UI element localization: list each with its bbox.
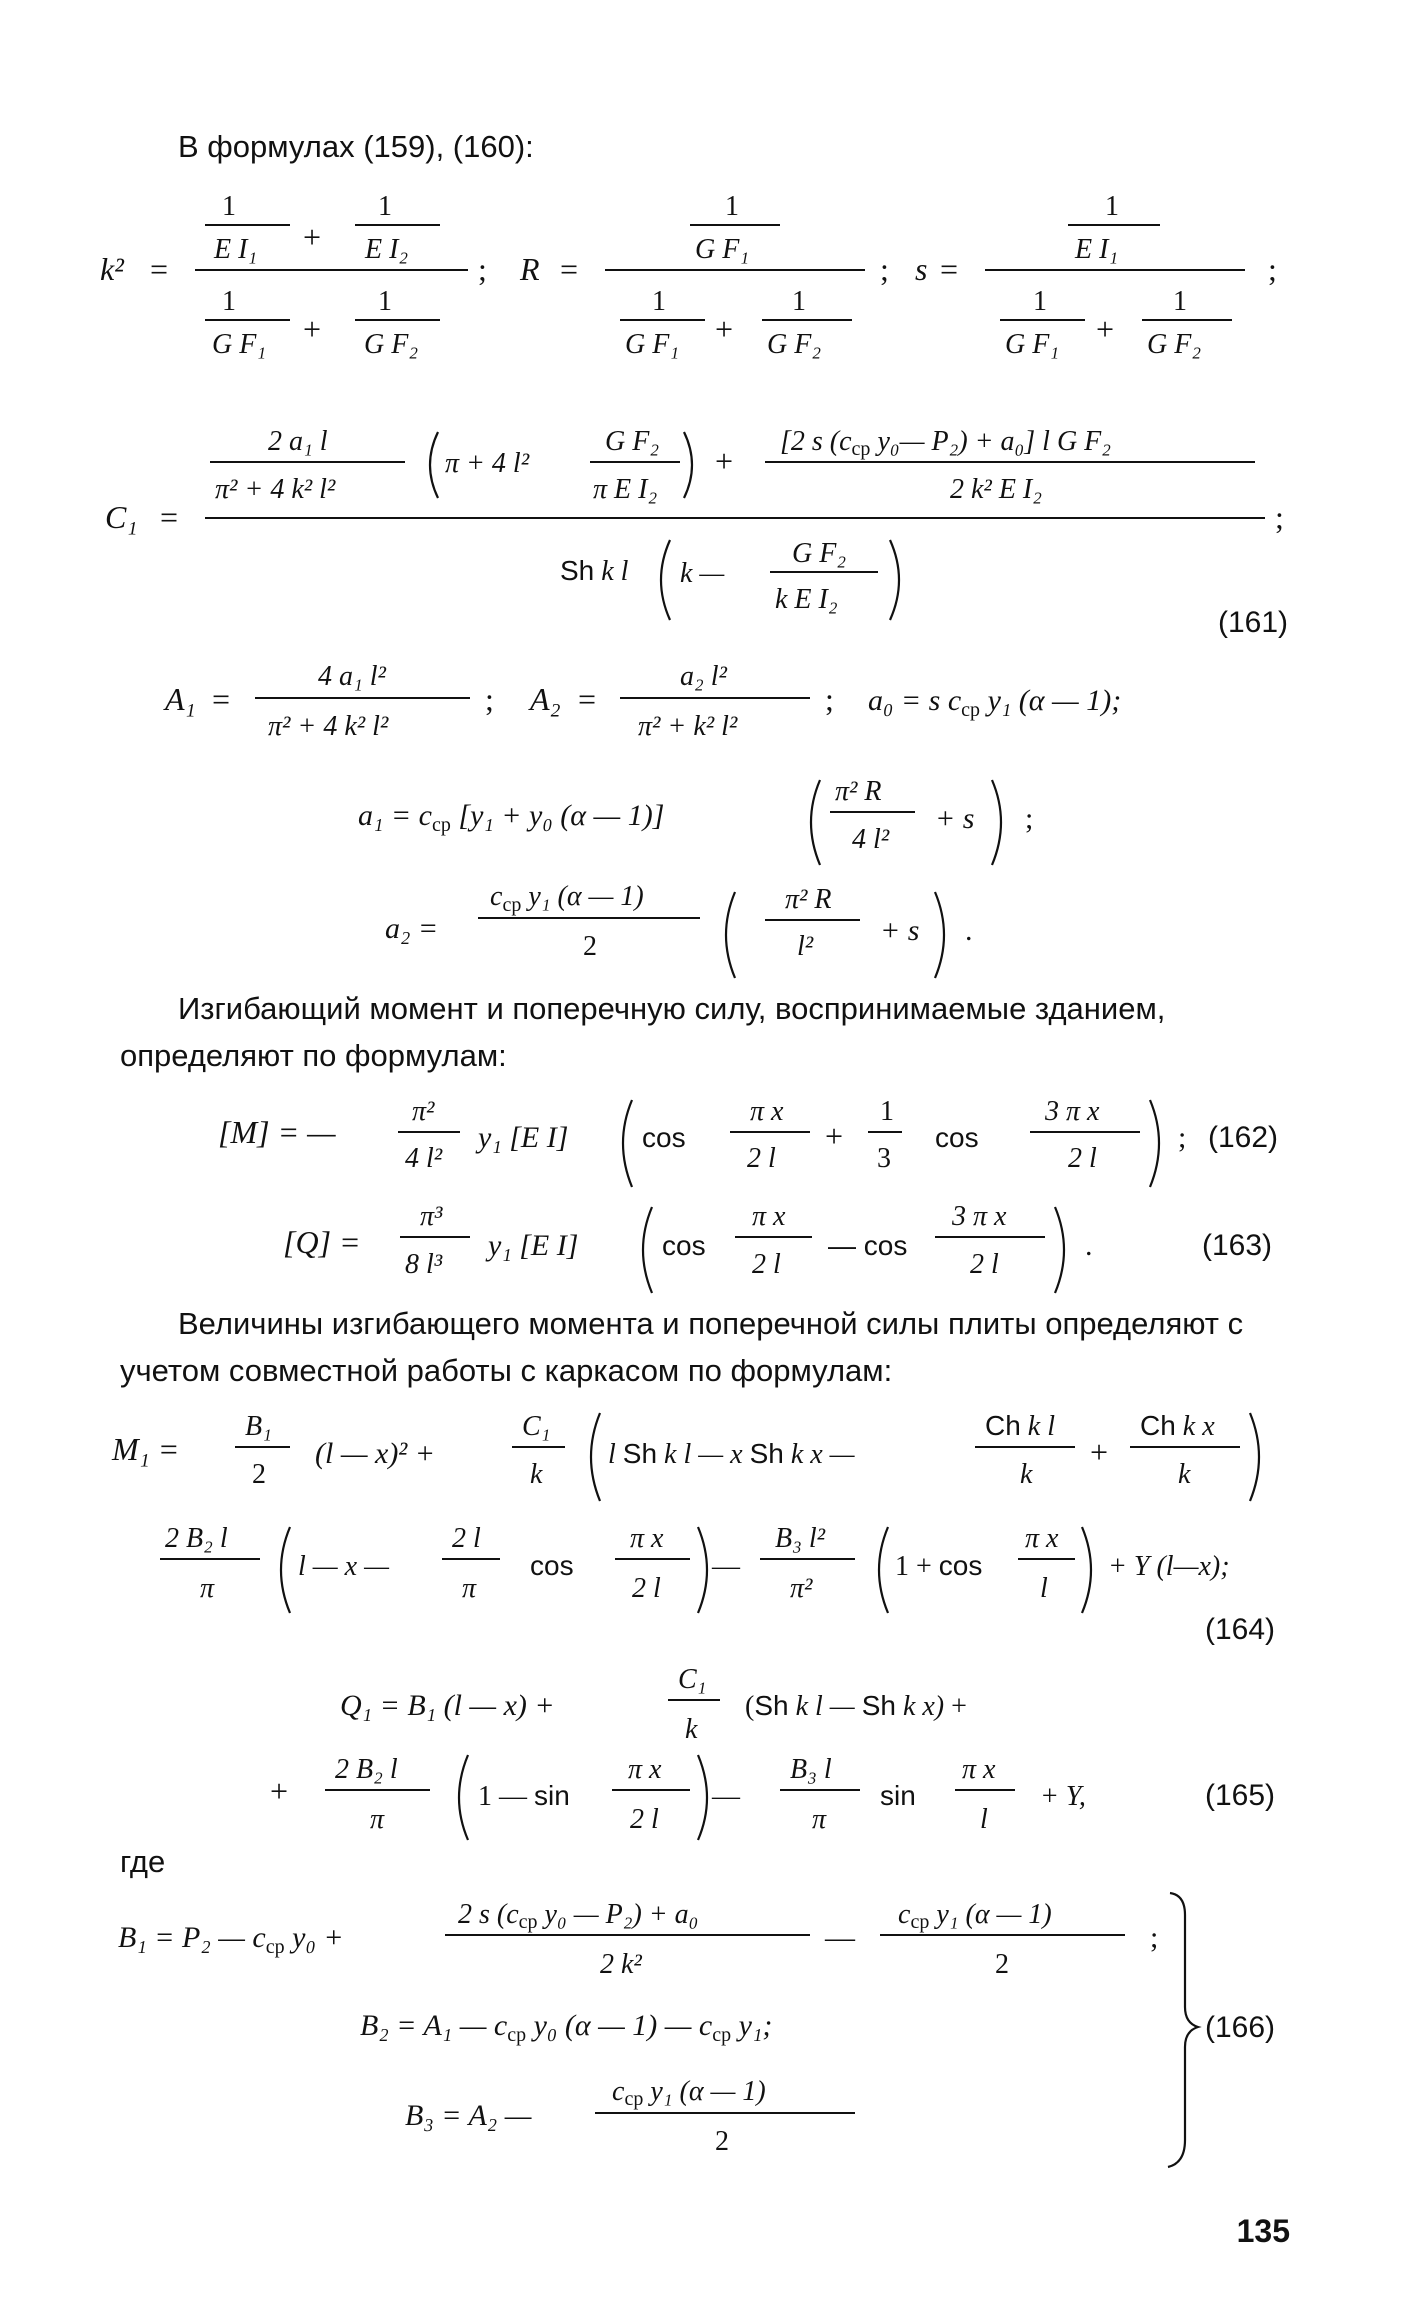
svg-text:k —: k — — [680, 558, 725, 589]
svg-text:+ Y,: + Y, — [1040, 1781, 1086, 1812]
svg-text:+: + — [1096, 311, 1115, 347]
svg-text:G F₂: G F₂ — [605, 426, 660, 457]
svg-text:G F₂: G F₂ — [364, 329, 419, 360]
eq-label-164: (164) — [1205, 1613, 1276, 1646]
svg-text:+: + — [303, 219, 322, 255]
svg-text:2 B₂ l: 2 B₂ l — [335, 1754, 398, 1785]
svg-text:E I₁: E I₁ — [1075, 234, 1119, 265]
formula-a-coefficients-svg — [0, 650, 1418, 990]
formula-q1 — [0, 1650, 1418, 1840]
svg-text:3: 3 — [877, 1143, 891, 1174]
svg-text:C₁: C₁ — [678, 1664, 707, 1695]
svg-text:— cos: — cos — [828, 1230, 908, 1261]
svg-text:;: ; — [1178, 1121, 1187, 1154]
svg-text:a₂ =: a₂ = — [385, 912, 439, 945]
paragraph-bending-moment: Изгибающий момент и поперечную силу, воспринимаемые зданием, определяют по формулам: — [120, 991, 1166, 1073]
formula-m1-svg — [0, 1395, 1418, 1645]
svg-text:B₃ l²: B₃ l² — [775, 1523, 826, 1554]
svg-text:2: 2 — [995, 1949, 1009, 1980]
svg-text:1: 1 — [792, 286, 806, 317]
intro-text: В формулах (159), (160): — [178, 129, 534, 164]
svg-text:+ Y (l—x);: + Y (l—x); — [1108, 1551, 1230, 1582]
svg-text:1: 1 — [880, 1096, 894, 1127]
svg-text:+: + — [1090, 1434, 1109, 1470]
svg-text:y₁ [E I]: y₁ [E I] — [478, 1121, 569, 1154]
svg-text:2 k² E I₂: 2 k² E I₂ — [950, 474, 1042, 505]
svg-text:+: + — [715, 311, 734, 347]
svg-text:4 l²: 4 l² — [852, 824, 890, 855]
svg-text:π x: π x — [750, 1096, 784, 1127]
svg-text:G F₂: G F₂ — [767, 329, 822, 360]
svg-text:k E I₂: k E I₂ — [775, 584, 838, 615]
svg-text:k: k — [530, 1459, 543, 1490]
svg-text:s: s — [915, 251, 928, 287]
svg-text:cср y₁ (α — 1): cср y₁ (α — 1) — [898, 1899, 1052, 1933]
svg-text:[M] = —: [M] = — — [218, 1114, 336, 1150]
formula-b-coefficients — [0, 1885, 1418, 2175]
svg-text:2: 2 — [252, 1459, 266, 1490]
svg-text:π: π — [462, 1573, 477, 1604]
svg-text:C₁: C₁ — [105, 499, 138, 535]
svg-text:2 l: 2 l — [970, 1249, 999, 1280]
svg-text:1: 1 — [1105, 191, 1119, 222]
svg-text:2 l: 2 l — [452, 1523, 481, 1554]
svg-text:sin: sin — [880, 1780, 916, 1811]
svg-text:Ch k x: Ch k x — [1140, 1410, 1215, 1442]
svg-text:k: k — [1020, 1459, 1033, 1490]
svg-text:2 l: 2 l — [630, 1804, 659, 1835]
svg-text:3 π x: 3 π x — [952, 1201, 1007, 1232]
svg-text:cср y₁ (α — 1): $c_{ср}$ y₁ (α — 1) — [490, 881, 644, 916]
svg-text:1: 1 — [1173, 286, 1187, 317]
svg-text:π² R: π² R — [785, 884, 832, 915]
svg-text:Q₁ = B₁ (l — x) +: Q₁ = B₁ (l — x) + — [340, 1689, 555, 1722]
svg-text:π: π — [812, 1804, 827, 1835]
svg-text:cos: cos — [642, 1122, 686, 1153]
svg-text:π²: π² — [412, 1096, 435, 1127]
svg-text:Sh k l: Sh k l — [560, 555, 629, 587]
svg-text:.: . — [1085, 1229, 1093, 1262]
svg-text:a₁ = cср [y₁ + y₀ (α — 1)]: $a_1 = c_{ср}$ [y₁ + y₀ (α — 1)] — [358, 799, 665, 836]
svg-text:4 a₁ l²: 4 a₁ l² — [318, 661, 386, 692]
paragraph-plate-moment: Величины изгибающего момента и поперечной силы плиты определяют с учетом совместной работы с каркасом по формулам: — [120, 1306, 1244, 1388]
svg-text:2: 2 — [583, 931, 597, 962]
formula-c1-svg — [0, 410, 1418, 640]
svg-text:π E I₂: π E I₂ — [593, 474, 658, 505]
svg-text:A₁: A₁ — [165, 681, 196, 717]
svg-text:2 a₁ l: 2 a₁ l — [268, 426, 328, 457]
svg-text:1: 1 — [222, 191, 236, 222]
svg-text:π: π — [370, 1804, 385, 1835]
svg-text:;: ; — [478, 251, 487, 287]
svg-text:2 l: 2 l — [1068, 1143, 1097, 1174]
svg-text:2 k²: 2 k² — [600, 1949, 642, 1980]
svg-text:π x: π x — [962, 1754, 996, 1785]
svg-text:+: + — [825, 1118, 844, 1154]
svg-text:+: + — [715, 443, 734, 479]
svg-text:π² R: π² R — [835, 776, 882, 807]
svg-text:a₂ l²: a₂ l² — [680, 661, 727, 692]
svg-text:+ s: + s — [935, 802, 975, 835]
svg-text:;: ; — [880, 251, 889, 287]
svg-text:k: k — [1178, 1459, 1191, 1490]
eq-label-163: (163) — [1202, 1229, 1273, 1262]
svg-text:=: = — [160, 499, 179, 535]
svg-text:G F₂: G F₂ — [792, 538, 847, 569]
eq-label-161: (161) — [1218, 606, 1289, 639]
svg-text:π x: π x — [630, 1523, 664, 1554]
svg-text:π: π — [200, 1573, 215, 1604]
formula-m1 — [0, 1395, 1418, 1645]
svg-text:π² + k² l²: π² + k² l² — [638, 711, 738, 742]
svg-text:=: = — [212, 681, 231, 717]
svg-text:cos: cos — [530, 1550, 574, 1581]
svg-text:1: 1 — [378, 191, 392, 222]
svg-text:k²: k² — [100, 251, 124, 287]
svg-text:B₁: B₁ — [245, 1411, 272, 1442]
svg-text:M₁ =: M₁ = — [112, 1431, 180, 1467]
formula-a-coefficients — [0, 650, 1418, 990]
svg-text:cos: cos — [662, 1230, 706, 1261]
svg-text:1: 1 — [222, 286, 236, 317]
svg-text:2 l: 2 l — [632, 1573, 661, 1604]
svg-text:1: 1 — [725, 191, 739, 222]
svg-text:π x: π x — [1025, 1523, 1059, 1554]
svg-text:—: — — [825, 1921, 855, 1954]
svg-text:1: 1 — [378, 286, 392, 317]
formula-b-coefficients-svg — [0, 1885, 1418, 2175]
svg-text:l Sh k l — x Sh k x —: l Sh k l — x Sh k x — — [608, 1438, 855, 1470]
svg-text:B₃ = A₂ —: B₃ = A₂ — — [405, 2099, 532, 2132]
svg-text:[Q] =: [Q] = — [283, 1224, 361, 1260]
svg-text:+: + — [270, 1773, 289, 1809]
page-number: 135 — [1236, 2213, 1290, 2249]
eq-label-162: (162) — [1208, 1121, 1279, 1154]
svg-text:l²: l² — [797, 931, 814, 962]
svg-text:;: ; — [1275, 499, 1284, 535]
svg-text:G F₁: G F₁ — [1005, 329, 1060, 360]
eq-label-166: (166) — [1205, 2011, 1276, 2044]
svg-text:a₀ = s cср y₁ (α — 1);: a₀ = s $c_{ср}$ y₁ (α — 1); — [868, 684, 1122, 721]
svg-text:cos: cos — [935, 1122, 979, 1153]
eq-label-165: (165) — [1205, 1779, 1276, 1812]
svg-text:2 l: 2 l — [747, 1143, 776, 1174]
svg-text:B₂ = A₁ — cср y₀ (α — 1) — cср: B₂ = A₁ — $c_{ср}$ y₀ (α — 1) — $c_{ср}$ y₁; — [360, 2009, 773, 2046]
formula-k-r-s — [0, 170, 1418, 370]
svg-text:G F₁: G F₁ — [695, 234, 750, 265]
svg-text:—: — — [712, 1551, 740, 1582]
svg-text:C₁: C₁ — [522, 1411, 551, 1442]
svg-text:k: k — [685, 1714, 698, 1745]
svg-text:A₂: A₂ — [530, 681, 561, 717]
svg-text:G F₂: G F₂ — [1147, 329, 1202, 360]
svg-text:π² + 4 k² l²: π² + 4 k² l² — [268, 711, 389, 742]
svg-text:G F₁: G F₁ — [625, 329, 680, 360]
svg-text:G F₁: G F₁ — [212, 329, 267, 360]
svg-text:—: — — [712, 1781, 740, 1812]
svg-text:π³: π³ — [420, 1201, 443, 1232]
svg-text:.: . — [965, 914, 973, 947]
svg-text:;: ; — [1268, 251, 1277, 287]
svg-text:2 l: 2 l — [752, 1249, 781, 1280]
svg-text:l — x —: l — x — — [298, 1551, 389, 1582]
svg-text:l: l — [980, 1804, 988, 1835]
svg-text:3 π x: 3 π x — [1045, 1096, 1100, 1127]
svg-text:E I₂: E I₂ — [365, 234, 409, 265]
svg-text:B₁ = P₂ — cср y₀ +: B₁ = P₂ — $c_{ср}$ y₀ + — [118, 1921, 344, 1958]
svg-text:[2 s (cср y₀— P₂) + a₀] l G F: [2 s (cср y₀— P₂) + a₀] l G F₂ — [780, 426, 1112, 460]
svg-text:E I₁: E I₁ — [214, 234, 258, 265]
svg-text:B₃ l: B₃ l — [790, 1754, 832, 1785]
where-word: где — [120, 1844, 166, 1879]
formula-q1-svg — [0, 1650, 1418, 1840]
svg-text:2 B₂ l: 2 B₂ l — [165, 1523, 228, 1554]
svg-text:π x: π x — [628, 1754, 662, 1785]
svg-text:=: = — [940, 251, 959, 287]
svg-text:π x: π x — [752, 1201, 786, 1232]
svg-text:2 s (cср y₀ — P₂) + a₀: 2 s (cср y₀ — P₂) + a₀ — [458, 1899, 699, 1933]
svg-text:8 l³: 8 l³ — [405, 1249, 443, 1280]
svg-text:1 + cos: 1 + cos — [895, 1550, 983, 1582]
svg-text:4 l²: 4 l² — [405, 1143, 443, 1174]
svg-text:=: = — [150, 251, 169, 287]
svg-text:l: l — [1040, 1573, 1048, 1604]
formula-m-q — [0, 1085, 1418, 1295]
svg-text:1: 1 — [1033, 286, 1047, 317]
svg-text:;: ; — [1150, 1921, 1159, 1954]
svg-text:2: 2 — [715, 2126, 729, 2157]
svg-text:(l — x)² +: (l — x)² + — [315, 1437, 436, 1470]
svg-text:+: + — [303, 311, 322, 347]
svg-text:=: = — [578, 681, 597, 717]
formula-c1 — [0, 410, 1418, 640]
svg-text:1 — sin: 1 — sin — [478, 1780, 570, 1812]
svg-text:(Sh k l — Sh k x) +: (Sh k l — Sh k x) + — [745, 1690, 967, 1722]
svg-text:y₁ [E I]: y₁ [E I] — [488, 1229, 579, 1262]
svg-text:cср y₁ (α — 1): cср y₁ (α — 1) — [612, 2076, 766, 2110]
svg-text:π² + 4 k² l²: π² + 4 k² l² — [215, 474, 336, 505]
svg-text:Ch k l: Ch k l — [985, 1410, 1056, 1442]
svg-text:1: 1 — [652, 286, 666, 317]
svg-text:π²: π² — [790, 1573, 813, 1604]
svg-text:+ s: + s — [880, 914, 920, 947]
svg-text:R: R — [520, 251, 540, 287]
svg-text:=: = — [560, 251, 579, 287]
formula-m-q-svg — [0, 1085, 1418, 1295]
svg-text:;: ; — [485, 681, 494, 717]
svg-text:;: ; — [825, 681, 834, 717]
svg-text:;: ; — [1025, 802, 1034, 835]
formula-k-r-s-svg — [0, 170, 1418, 370]
svg-text:π + 4 l²: π + 4 l² — [445, 448, 530, 479]
